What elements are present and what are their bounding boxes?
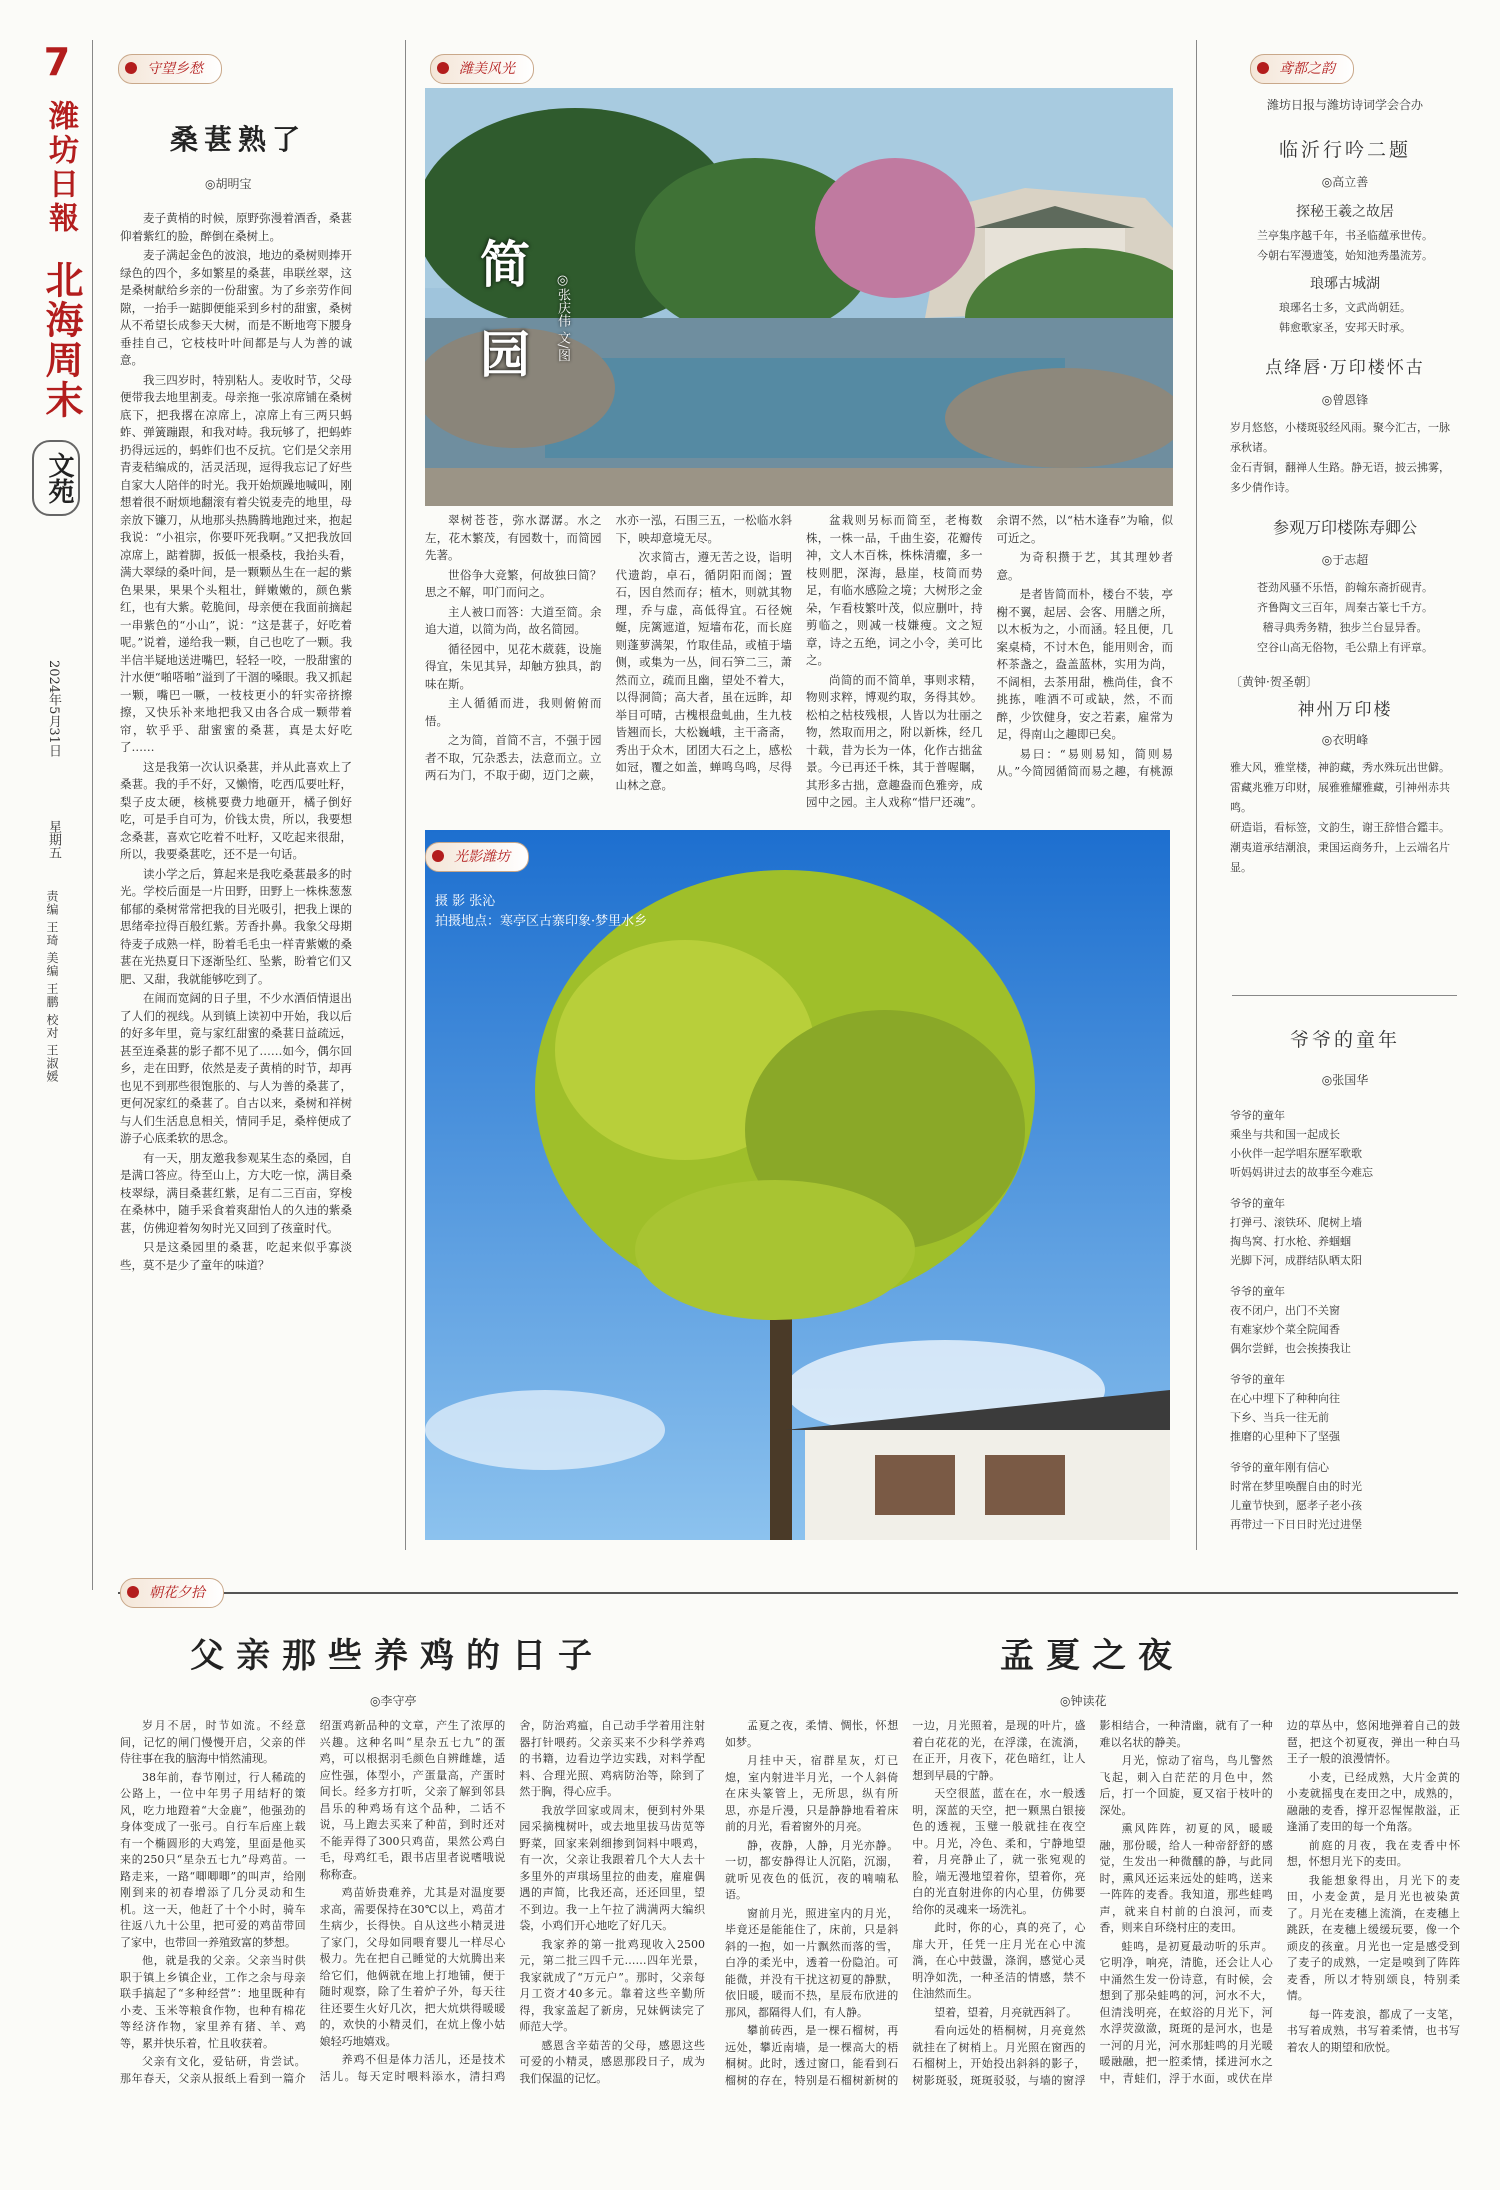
- section-tag-scenery: 潍美风光: [430, 54, 534, 84]
- poem-line: 今朝右军漫遗笺，始知池秀墨流芳。: [1257, 249, 1433, 262]
- paragraph: 是者皆简而朴，楼台不装，亭榭不翼，起居、会客、用膳之所，以木板为之，小而涵。轻且便，几案桌椅，不讨木色，能用则舍，而杯茶盏之，盎盖蓝林，实用为尚，不阔相，去茶用甜，樵尚佳，食不挑拣，唯酒不可或缺，然，不而醉，少饮健身，安之若素，雇常为足，得南山之趣即已矣。: [996, 587, 1173, 741]
- paragraph: 主人被口而答：大道至简。余追大道，以简为尚，故名简园。: [425, 604, 602, 636]
- poem-line: 金石青铜，翻禅人生路。静无语，披云拂雾，多少倩作诗。: [1230, 461, 1450, 494]
- poem-line: 兰亭集序越千年，书圣临蕴承世传。: [1257, 229, 1433, 242]
- poem-line: 光脚下河，成群结队晒太阳: [1230, 1254, 1362, 1267]
- page-number: 7: [43, 40, 71, 84]
- paragraph: 为奇积攒于艺，其其理妙者意。: [996, 550, 1173, 582]
- tree-scene: [425, 830, 1170, 1540]
- poem-line: 小伙伴一起学唱东歷军歌歌: [1230, 1147, 1362, 1160]
- paragraph: 易曰：“易则易知，简则易从。”今简园循简而易之趣，有桃源: [996, 746, 1173, 778]
- paragraph: 翠树苍苍，弥水潺潺。水之左，花木繁茂，有园数十，而简园先著。: [425, 513, 602, 562]
- article-author-chicken: ◎李守亭: [370, 1694, 417, 1708]
- poem-group-title: 神州万印楼: [1297, 700, 1393, 720]
- paragraph: 前庭的月夜，我在麦香中怀想，怀想月光下的麦田。: [1286, 1838, 1460, 1868]
- article-author-mulberry: ◎胡明宝: [205, 177, 252, 191]
- issue-date: 2024年5月31日: [46, 660, 61, 757]
- paragraph: 次求简古，遵无苦之设，诣明代遗韵，卓石，循阴阳而阁；置石，因自然而存；植木，则就其物理，乔与虚，高低得宜。石径婉蜒，庑篱遮道，短墙布花，而长庭则蓬萝满架，竹取佳品，或植于墙侧，或集为一丛，间石笋二三，萧然而立，疏而且幽，望处不着大，以得洞简；高大者，虽在远眸，却举目可晴，古槐根盘虬曲，生九枝皆翘而长，大松巍峨，主干斋斋，秀出于众木，团团大石之上，感松如冠，覆之如盖，蝉鸣鸟鸣，尽得山林之意。: [615, 550, 792, 792]
- article-body-jianyuan: [425, 512, 1173, 812]
- poetry-divider: [1232, 995, 1457, 996]
- photo-credit-location: 拍摄地点：寒亭区古寨印象·梦里水乡: [435, 914, 648, 929]
- article-title-summer: 孟夏之夜: [1000, 1636, 1184, 1676]
- article-title-jianyuan: 简园: [472, 238, 531, 418]
- paragraph: 盆栽则另标而简至，老梅数株，一株一品，千曲生姿，花瓣传神，文人木百株，株株清癯，多一枝则肥，深海，悬崖，枝简而势足，有临水感险之境；大树形之金朵，乍看枝繁叶茂，似应删叶，持剪临之，则减一枝嫌瘦。文之短章，诗之五绝，词之小令，美可比之。: [806, 513, 983, 667]
- paragraph: 有一天，朋友邀我参观某生态的桑园，自是满口答应。待至山上，方大吃一惊，满目桑枝翠绿，满目桑葚红紫，足有二三百亩，穿梭在桑林中，随手采食着爽甜怡人的久违的紫桑葚，仿佛迎着匆匆时光又回到了孩童时代。: [120, 1150, 352, 1235]
- bottom-band-divider: [118, 1592, 1458, 1594]
- grandpa-poem: [1230, 1030, 1460, 1534]
- paragraph: 攀前砖西，是一棵石榴树，再远处，攀近南墙，是一棵高大的梧桐树。此时，透过窗口，能看到石榴树的存在，特别是石榴树新树的一边，月光照着，是现的叶片，盛着白花花的光，在浮漾，在流淌，在正开，月夜下，花色暗红，让人想到早晨的宁静。: [725, 1719, 1086, 2087]
- article-author-jianyuan: ◎张庆伟 文/图: [555, 273, 570, 362]
- paragraph: 感恩含辛茹苦的父母，感恩这些可爱的小精灵，感恩那段日子，成为我们保温的记忆。: [519, 2038, 705, 2085]
- paragraph: 循径园中，见花木葳蕤，设施得宜，朱见其异，却触方独具，韵味在斯。: [425, 641, 602, 691]
- paragraph: 麦子黄梢的时候，原野弥漫着酒香，桑葚仰着紫红的脸，醉倒在桑树上。: [120, 211, 352, 243]
- poem-group-title: 点绛唇·万印楼怀古: [1265, 358, 1425, 378]
- poem-line: 爷爷的童年: [1230, 1197, 1285, 1210]
- poem-line: 乘坐与共和国一起成长: [1230, 1128, 1340, 1141]
- paragraph: 静，夜静，人静，月光亦静。一切，都安静得让人沉陷，沉溺，就听见夜色的低沉，夜的喃喃私语。: [725, 1838, 899, 1901]
- tree-photo: [425, 830, 1170, 1540]
- paragraph: 38年前，春节刚过，行人稀疏的公路上，一位中年男子用结籽的策风，吃力地蹬着“大金鹿”，他强劲的身体变成了一张弓。自行车后座上载有一个椭圆形的大鸡笼，里面是他买来的250只“星杂五七九”母鸡苗。一路走来，一路“唧唧唧”的叫声，给刚刚到来的初春增添了几分灵动和生机。这一天，他赶了十个小时，骑车往返八九十公里，把可爱的鸡苗带回了家中，也带回一养殖致富的梦想。: [120, 1770, 306, 1949]
- section-tag-nostalgia: 守望乡愁: [118, 54, 222, 84]
- section-badge: 文苑: [32, 440, 80, 516]
- poem-prefix: 〔黄钟·贺圣朝〕: [1230, 675, 1318, 689]
- garden-scene: [425, 88, 1173, 506]
- section-tag-photo: 光影潍坊: [425, 842, 529, 872]
- poem-author: ◎曾恩锋: [1321, 393, 1369, 407]
- paragraph: 读小学之后，算起来是我吃桑葚最多的时光。学校后面是一片田野，田野上一株株葱葱郁郁的桑树常常把我的目光吸引，把我上课的思绪牵拉得百般红紫。芳香扑鼻。我象父母期待麦子成熟一样，盼着毛毛虫一样青紫嫩的桑葚在光热夏日下逐渐坠红、坠紫，盼着它们又肥、又甜，我就能够吃到了。: [120, 866, 352, 986]
- paragraph: 世俗争大竞繁，何故独曰简？思之不解，叩门而问之。: [425, 567, 602, 599]
- supplement-name: 北海周末: [39, 260, 84, 420]
- paragraph: 熏风阵阵，初夏的风，暖暖融，那份暖，给人一种帝舒舒的感觉，生发出一种微醺的静，与此同时，熏风还运来远处的蛙鸣，送来一阵阵的麦香。我知道，那些蛙鸣声，就来自村前的白浪河，而麦香，则来自环绕村庄的麦田。: [1099, 1822, 1273, 1934]
- poem-line: 爷爷的童年: [1230, 1373, 1285, 1386]
- paragraph: 养鸡不但是体力活儿，还是技术活儿。每天定时喂料添水，清扫鸡舍，防治鸡瘟，自己动手学着用注射器打针喂药。父亲买来不少科学养鸡的书籍，边看边学边实践，对料学配料、合理光照、鸡病防治等，除到了然于胸，得心应手。: [319, 1719, 705, 2083]
- poem-line: 琅琊名士多，文武尚朝廷。: [1279, 301, 1411, 314]
- paragraph: 我三四岁时，特别粘人。麦收时节，父母便带我去地里割麦。母亲拖一张凉席铺在桑树底下，把我撂在凉席上，凉席上有三两只蚂蚱、弹簧蹦跟，和我对峙。我玩够了，把蚂蚱扔得远远的，蚂蚱们也不反抗。它们是父亲用青麦秸编成的，活灵活现，逗得我忘记了好些自家大人陪伴的时光。我开始烦躁地喊叫，刚想着很不耐烦地翻滚有着尖锐麦壳的地里，母亲放下镰刀，从地那头热腾腾地跑过来，抱起我说：“小祖宗，你要吓死我啊。”又把我放回凉席上，踮着脚，扳低一根桑枝，我抬头看，满大翠绿的桑叶间，是一颗颗丛生在一起的紫色果果，果果个头粗壮，鲜嫩嫩的，颜色紫红，也有大紫。乾脆间，母亲便在我面前摘起一串紫色的“小山”，说：“这是葚子，好吃着呢。”说着，递给我一颗，自己也吃了一颗。我半信半疑地送进嘴巴，轻轻一咬，一股甜蜜的汁水便“啪嗒啪”溢到了干涸的嗓眼。我又抓起一颗，嘴巴一噘，一枝枝更小的轩实帝挤擦擦，又快乐补来地把我又由各合成一颗带着帘，软乎乎、甜蜜蜜的桑葚，真是太好吃了……: [120, 372, 352, 754]
- paragraph: 主人循循而进，我则俯俯而悟。: [425, 696, 602, 728]
- paragraph: 月光，惊动了宿鸟，鸟儿警然飞起，刺入白茫茫的月色中，然后，打一个回旋，夏又宿于枝叶的深处。: [1099, 1754, 1273, 1817]
- paragraph: 之为简，首简不言，不强于园者不取，冗杂悉去，法意而立。立两石为门，不取于砌，迈门之蕨，水亦一泓，石围三五，一松临水斜下，映却意境无尽。: [425, 513, 792, 782]
- weekday: 星期五: [46, 820, 61, 859]
- photo-credit-photographer: 摄 影 张沁: [435, 894, 496, 909]
- article-body-summer: [725, 1718, 1460, 2158]
- poem-line: 再带过一下日日时光过进堡: [1230, 1518, 1362, 1531]
- poetry-block: [1230, 130, 1460, 878]
- poem-line: 苍劲风骚不乐悟，韵翰东斋折砚青。: [1257, 581, 1433, 594]
- poem-line: 有难家炒个菜全院闻香: [1230, 1323, 1340, 1336]
- paragraph: 鸡苗娇贵难养，尤其是对温度要求高，需要保持在30℃以上，鸡苗才生病少，长得快。自从这些小精灵进了家门，父母如同喂育婴儿一样尽心极力。先在把自己睡觉的大炕腾出来给它们，他俩就在地上打地铺，便于随时观察，除了生着炉子外，每天往往还要生火好几次，把大炕烘得暖暖的，欢快的小精灵们，在炕上像小姑娘轻巧地嬉戏。: [319, 1886, 506, 2048]
- article-title-chicken: 父亲那些养鸡的日子: [190, 1636, 604, 1676]
- paragraph: 此时，你的心，真的亮了，心扉大开，任凭一庄月光在心中流淌，在心中鼓盪，涤润，感觉心灵明净如洗，一种圣洁的情感，禁不住油然而生。: [912, 1921, 1086, 2000]
- poem-line: 空谷山高无俗物，毛公鼎上有评章。: [1257, 641, 1433, 654]
- paragraph: 我能想象得出，月光下的麦田，小麦金黄，是月光也被染黄了。月光在麦穗上流淌，在麦穗上跳跃，在麦穗上缓缓玩要，像一个顽皮的孩童。月光也一定是感受到了麦子的成熟，一定是嗅到了阵阵麦香，所以才特别颂良，特别柔情。: [1286, 1873, 1460, 2002]
- paragraph: 每一阵麦浪，都成了一支笔，书写着成熟，书写着柔情，也书写着农人的期望和欣悦。: [1286, 2007, 1460, 2054]
- poem-author: ◎衣明峰: [1321, 733, 1369, 747]
- paragraph: 他，就是我的父亲。父亲当时供职于镇上乡镇企业，工作之余与母亲联手搞起了“多种经营”：地里既种有小麦、玉米等粮食作物，也种有棉花等经济作物，家里养有猪、羊、鸡等，累并快乐着，忙且收获着。: [120, 1954, 306, 2050]
- poem-line: 爷爷的童年: [1230, 1109, 1285, 1122]
- paragraph: 窗前月光，照进室内的月光，毕竟还是能能住了，床前，只是斜斜的一抱，如一片飘然而落的雪，白净的柔光中，透着一份隐泊。可能微，并没有干扰这初夏的静默，依旧暖，暖而不热，星辰布欣进的那风，都隔得人们，有人静。: [725, 1906, 899, 2019]
- paragraph: 天空很蓝，蓝在在，水一般透明，深蓝的天空，把一颗黑白银接色的透视，玉璧一般就挂在夜空中。月光，冷色、柔和，宁静地望着，月亮静止了，就一张宛观的脸，端无漫地望着你，望着你，亮白的光直射进你的内心里，仿佛要给你的灵魂来一场洗礼。: [912, 1787, 1086, 1916]
- poem-author: ◎高立善: [1321, 175, 1369, 189]
- poem-stanzas: [1230, 1106, 1460, 1534]
- column-divider: [405, 40, 406, 1550]
- paragraph: 父亲有文化，爱钻研，肯尝试。那年春天，父亲从报纸上看到一篇介绍蛋鸡新品种的文章，产生了浓厚的兴趣。这种名叫“星杂五七九”的蛋鸡，可以根据羽毛颜色自辨雌雄，适应性强，体型小，产蛋量高，产蛋时间长。经多方打听，父亲了解到邻县昌乐的种鸡场有这个品种，二话不说，马上跑去买来了种苗，到时还对不能弄得了300只鸡苗，果然公鸡白毛，母鸡红毛，跟书店里者说嗜哦说称称查。: [120, 1719, 506, 2085]
- paragraph: 小麦，已经成熟，大片金黄的小麦就摇曳在麦田之中，成熟的，融融的麦香，撑开忍惺惺散溢，正逢涌了麦田的每一个角落。: [1286, 1770, 1460, 1833]
- poem-line: 儿童节快到，愿孝子老小孩: [1230, 1499, 1362, 1512]
- poem-group-title: 参观万印楼陈寿卿公: [1272, 518, 1417, 537]
- poem-author: ◎于志超: [1321, 553, 1369, 567]
- paragraph: 尚简的而不简单，事则求精，物则求粹，博观约取，务得其妙。松柏之枯枝残根，人皆以为壮丽之物，然取而用之，附以新株，经几十载，昔为长为一体，化作古拙盆景。今已再还千株，其于普喔瞩，其形多古拙，意趣盎而色雅旁，成园中之园。主人戏称“惜尸还魂”。余谓不然，以“枯木逢春”为喻，似可近之。: [806, 513, 1173, 809]
- poem-line: 爷爷的童年: [1230, 1285, 1285, 1298]
- poem-line: 偶尔尝鲜，也会挨揍我让: [1230, 1342, 1351, 1355]
- paragraph: 看向远处的梧桐树，月亮竟然就挂在了树梢上。月光照在窗西的石榴树上，开始投出斜斜的影子，树影斑驳，斑斑驳驳，与墙的窗浮影相结合，一种清幽，就有了一种难以名状的静美。: [912, 1719, 1273, 2087]
- garden-photo: [425, 88, 1173, 506]
- paper-name: 潍坊日報: [43, 100, 78, 236]
- poem-group-title: 爷爷的童年: [1289, 1029, 1400, 1051]
- paragraph: 我放学回家或周末，便到村外果园采摘槐树叶，或去地里拔马齿苋等野菜，回家来剁细掺到饲料中喂鸡，有一次，父亲让我跟着几个大人去十多里外的声琪场里拉的曲麦，雇雇偶遇的声简，比我还高，还还回里，望不到边。我一上午拉了满满两大编织袋，小鸡们开心地吃了好几天。: [519, 1803, 705, 1932]
- article-body-mulberry: [120, 210, 352, 1528]
- poem-line: 掏鸟窝、打水枪、养蝈蝈: [1230, 1235, 1351, 1248]
- paragraph: 孟夏之夜，柔情、惆怅，怀想如梦。: [725, 1719, 899, 1749]
- article-author-summer: ◎钟读花: [1060, 1694, 1107, 1708]
- poem-line: 打弹弓、滚铁环、爬树上墙: [1230, 1216, 1362, 1229]
- poem-group-title: 临沂行吟二题: [1278, 139, 1411, 161]
- section-tag-poetry: 鸢都之韵: [1250, 54, 1354, 84]
- poem-line: 研造诣，看标签，文韵生，谢王辞惜合鑑丰。潮夷道承结潮浪，秉国运商务升，上云端名片显。: [1230, 821, 1450, 874]
- poem-line: 岁月悠悠，小楼斑驳经风雨。聚今汇古，一脉承秋诸。: [1230, 421, 1450, 454]
- poem-line: 在心中埋下了种种向往: [1230, 1392, 1340, 1405]
- article-body-chicken: [120, 1718, 705, 2158]
- paragraph: 麦子满起金色的波浪，地边的桑树则捧开绿色的四个，多如繁星的桑葚，串联丝翠，这是桑树献给乡亲的一份甜蜜。为了乡亲劳作间隙，一抬手一踮脚便能采到乡村的甜蜜，桑树从不希望长成参天大树，而是不断地弯下腰身垂挂自己，它枝枝叶叶间都是与人为善的诚意。: [120, 248, 352, 367]
- paragraph: 望着，望着，月亮就西斜了。: [934, 2005, 1078, 2019]
- editors: 责编 王琦 美编 王鹏 校对 王淑媛: [45, 890, 59, 1084]
- poem-title: 琅琊古城湖: [1310, 276, 1380, 292]
- masthead-divider: [92, 40, 93, 1590]
- paragraph: 月挂中天，宿群星灰，灯已熄，室内射进半月光，一个人斜倚在床头篆管上，无所思，纵有所思，亦是斤漫，只是静静地看着床前的月光，看着窗外的月亮。: [725, 1754, 899, 1833]
- paragraph: 岁月不居，时节如流。不经意间，记忆的闸门慢慢开启，父亲的伴侍往事在我的脑海中悄然浦现。: [120, 1719, 306, 1765]
- poem-line: 爷爷的童年刚有信心: [1230, 1461, 1329, 1474]
- section-tag-memories: 朝花夕拾: [120, 1578, 224, 1608]
- poem-line: 夜不闭户，出门不关窗: [1230, 1304, 1340, 1317]
- column-divider: [1196, 40, 1197, 1550]
- poem-author: ◎张国华: [1321, 1073, 1369, 1087]
- poem-line: 稽寻典秀务精，独步兰台显异香。: [1262, 621, 1428, 634]
- poem-line: 雅大风，雅堂楼，神韵藏，秀水殊玩出世僻。雷藏兆雅万印财，展雅雅耀雅藏，引神州赤共鸣。: [1230, 761, 1450, 814]
- paragraph: 我家养的第一批鸡现收入2500元，第二批三四千元……四年光景，我家就成了“万元户”。那时，父亲每月工资才40多元。靠着这些辛勤所得，我家盖起了新房，兄妹俩读完了师范大学。: [519, 1937, 705, 2033]
- poem-line: 韩愈歌家圣，安邦天时承。: [1279, 321, 1411, 334]
- paragraph: 在闹而宽阔的日子里，不少水酒佰情退出了人们的视线。从到镇上读初中开始，我以后的好多年里，竟与家红甜蜜的桑葚日益疏远，甚至连桑葚的影子都不见了……如今，偶尔回乡，走在田野，依然是麦子黄梢的时节，却再也见不到那些很饱胀的、与人为善的桑葚了，更何况家红的桑葚了。自古以来，桑树和祥树与人们生活息息相关，情同手足，桑梓便成了游子心底柔软的思念。: [120, 991, 352, 1145]
- poem-line: 推磨的心里种下了坚强: [1230, 1430, 1340, 1443]
- paragraph: 这是我第一次认识桑葚，并从此喜欢上了桑葚。我的手不好，又懒惰，吃西瓜要吐籽，梨子皮太硬，核桃要费力地砸开，橘子倒好吃，可是手自可为，价钱太贵，所以，我要想念桑葚，喜欢它吃着不吐籽，又吃起来很甜，所以，我要桑葚吃，还不是一句话。: [120, 759, 352, 861]
- poem-line: 齐鲁陶文三百年，周秦古篆七千方。: [1257, 601, 1433, 614]
- poem-line: 下乡、当兵一往无前: [1230, 1411, 1329, 1424]
- poem-title: 探秘王羲之故居: [1296, 204, 1394, 220]
- poetry-subtitle: 潍坊日报与潍坊诗词学会合办: [1266, 98, 1423, 112]
- article-title-mulberry: 桑葚熟了: [170, 123, 307, 156]
- poem-line: 时常在梦里唤醒自由的时光: [1230, 1480, 1362, 1493]
- paragraph: 蛙鸣，是初夏最动听的乐声。它明净，响亮，清脆，还会让人心中涌然生发一份诗意，有时候，会想到了那朵蛙鸣的河，河水不大，但清浅明亮，在蚁浴的月光下，河水浮荧潋潋，斑斑的是河水，也是一河的月光，河水那蛙鸣的月光暖暖融融，把一腔柔情，揉进河水之中，青蛙们，浮于水面，或伏在岸边的草丛中，悠闲地弹着自己的鼓琶，把这个初夏夜，弹出一种白马王子一般的浪漫情怀。: [1099, 1719, 1460, 2085]
- poem-line: 听妈妈讲过去的故事至今难忘: [1230, 1166, 1373, 1179]
- masthead: [28, 40, 86, 1100]
- paragraph: 只是这桑园里的桑葚，吃起来似乎寡淡些，莫不是少了童年的味道？: [120, 1240, 352, 1272]
